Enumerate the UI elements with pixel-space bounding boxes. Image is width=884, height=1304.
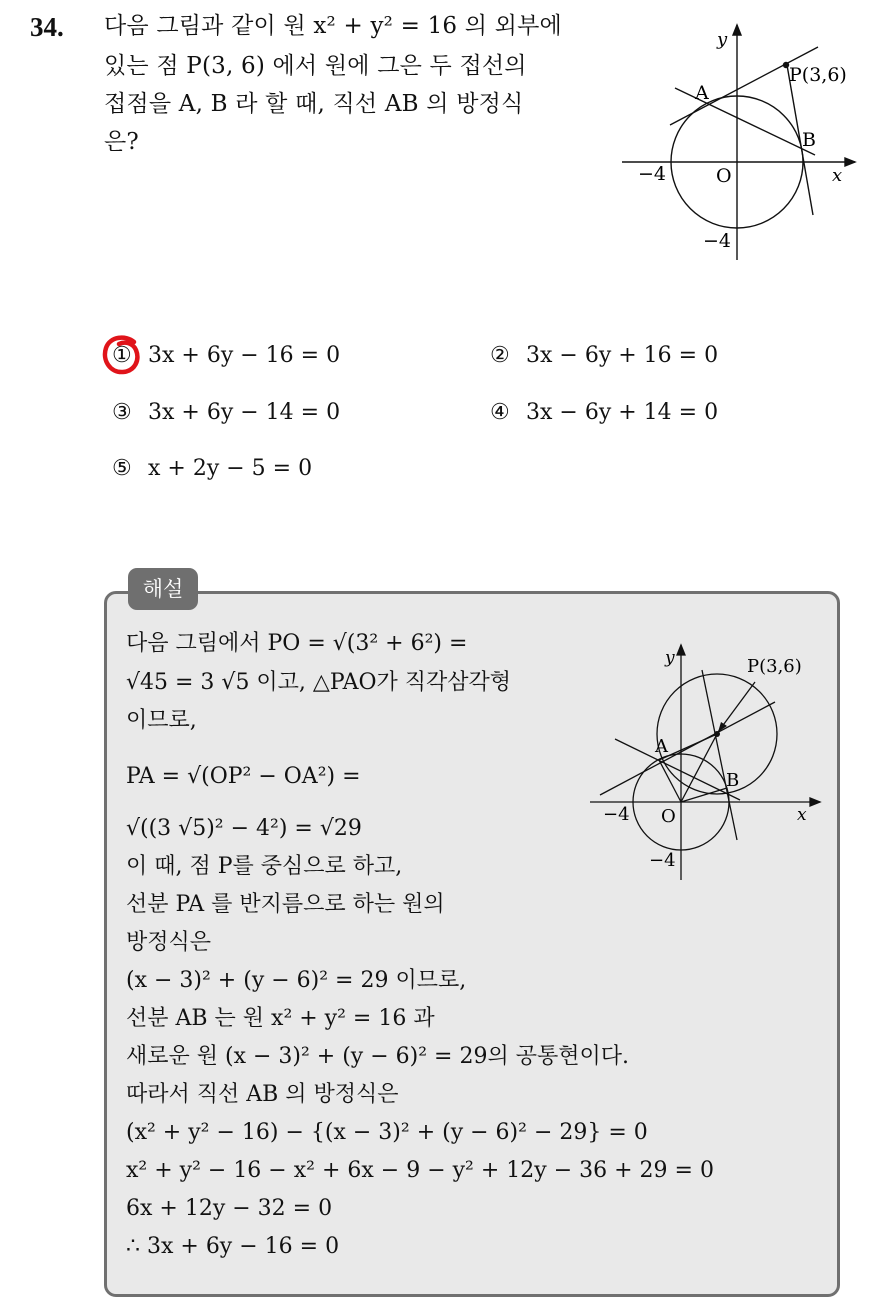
solution-line-9: (x − 3)² + (y − 6)² = 29 이므로, (126, 968, 467, 993)
sol-tangent-a (600, 702, 775, 795)
choice-3-number: ③ (112, 400, 132, 425)
question-line-3: 접점을 A, B 라 할 때, 직선 AB 의 방정식 (104, 91, 524, 117)
choice-1-text: 3x + 6y − 16 = 0 (148, 343, 341, 368)
sol-point-p (714, 731, 720, 737)
choice-1-number: ① (112, 343, 132, 368)
question-line-2: 있는 점 P(3, 6) 에서 원에 그은 두 접선의 (104, 53, 527, 79)
solution-line-7: 선분 PA 를 반지름으로 하는 원의 (126, 892, 445, 917)
solution-line-14: x² + y² − 16 − x² + 6x − 9 − y² + 12y − 36 + 29 = 0 (126, 1158, 714, 1183)
question-line-4: 은? (104, 129, 139, 155)
sol-a-label: A (655, 736, 668, 757)
solution-line-5: √((3 √5)² − 4²) = √29 (126, 816, 362, 841)
choice-2-number: ② (490, 343, 510, 368)
sol-neg4y-label: −4 (649, 850, 676, 871)
point-a-label: A (695, 82, 709, 104)
x-arrow-icon (845, 158, 855, 166)
y-axis-label: y (717, 29, 728, 50)
solution-line-13: (x² + y² − 16) − {(x − 3)² + (y − 6)² − 29} = 0 (126, 1120, 648, 1145)
x-axis-label: x (832, 165, 843, 186)
sol-x-label: x (797, 805, 807, 825)
solution-line-8: 방정식은 (126, 930, 212, 955)
sol-b-label: B (726, 770, 740, 791)
solution-line-3: 이므로, (126, 708, 197, 733)
sol-neg4x-label: −4 (603, 804, 630, 825)
question-number: 34. (30, 12, 64, 42)
point-b-label: B (802, 129, 816, 151)
choice-4-text: 3x − 6y + 14 = 0 (526, 400, 719, 425)
choice-3[interactable] (112, 400, 340, 425)
solution-line-4: PA = √(OP² − OA²) = (126, 764, 361, 789)
choice-5-text: x + 2y − 5 = 0 (148, 456, 313, 481)
solution-line-6: 이 때, 점 P를 중심으로 하고, (126, 854, 403, 879)
choice-5[interactable] (112, 456, 312, 481)
choice-5-number: ⑤ (112, 456, 132, 481)
solution-line-11: 새로운 원 (x − 3)² + (y − 6)² = 29의 공통현이다. (126, 1044, 629, 1069)
solution-figure (585, 640, 830, 885)
solution-line-10: 선분 AB 는 원 x² + y² = 16 과 (126, 1006, 435, 1031)
sol-tangent-b (702, 670, 740, 840)
sol-x-arrow-icon (810, 798, 820, 806)
solution-line-15: 6x + 12y − 32 = 0 (126, 1196, 333, 1221)
y-arrow-icon (733, 25, 741, 35)
sol-o-label: O (661, 806, 676, 827)
choice-4-number: ④ (490, 400, 510, 425)
solution-line-16: ∴ 3x + 6y − 16 = 0 (126, 1234, 340, 1259)
choice-2[interactable] (490, 343, 718, 368)
choice-2-text: 3x − 6y + 16 = 0 (526, 343, 719, 368)
solution-badge: 해설 (128, 568, 198, 610)
y-neg4-label: −4 (703, 230, 732, 252)
solution-line-12: 따라서 직선 AB 의 방정식은 (126, 1082, 399, 1107)
x-neg4-label: −4 (638, 163, 667, 185)
solution-line-1: 다음 그림에서 PO = √(3² + 6²) = (126, 631, 468, 656)
solution-line-2: √45 = 3 √5 이고, △PAO가 직각삼각형 (126, 670, 512, 695)
choice-1[interactable] (112, 343, 340, 368)
question-figure (600, 15, 880, 275)
question-line-1: 다음 그림과 같이 원 x² + y² = 16 의 외부에 (104, 13, 562, 39)
choice-3-text: 3x + 6y − 14 = 0 (148, 400, 341, 425)
origin-label: O (716, 165, 732, 187)
sol-y-arrow-icon (677, 645, 685, 655)
sol-y-label: y (665, 648, 675, 668)
answer-mark-circle-icon (100, 333, 144, 377)
point-p-label: P(3,6) (789, 64, 847, 86)
sol-p-label: P(3,6) (747, 656, 802, 677)
choice-4[interactable] (490, 400, 718, 425)
